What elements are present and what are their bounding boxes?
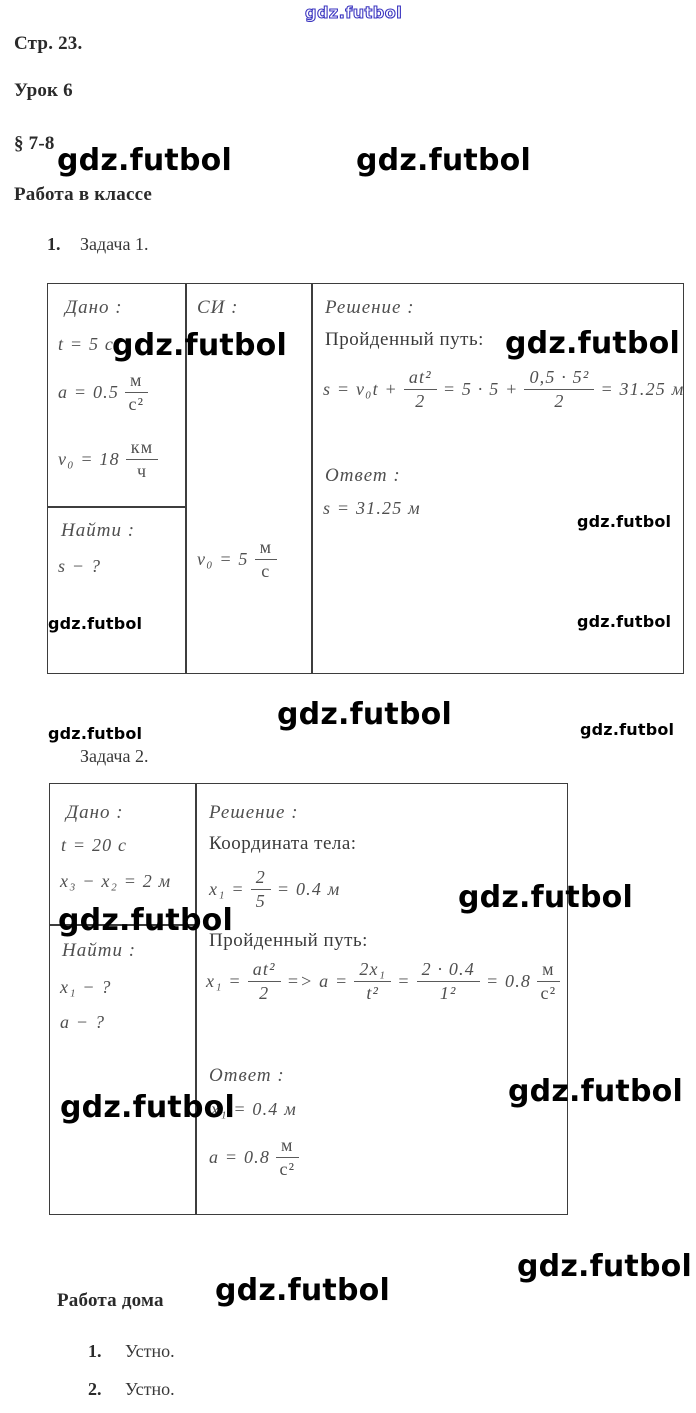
- fraction: [524, 367, 594, 411]
- classwork-heading: Работа в классе: [14, 184, 153, 205]
- numerator: м: [125, 370, 148, 393]
- numerator: at²: [404, 367, 437, 390]
- table2-path-equation: [206, 959, 560, 1003]
- homework-heading: Работа дома: [57, 1290, 164, 1311]
- watermark: gdz.futbol: [356, 143, 531, 178]
- task1-title: Задача 1.: [80, 234, 149, 254]
- eq-text: a − ?: [60, 1012, 106, 1032]
- table1-divider-2: [311, 284, 313, 673]
- eq-part: = 0.8: [485, 970, 532, 991]
- table2-solution-label: Решение :: [209, 802, 299, 823]
- watermark: gdz.futbol: [48, 724, 143, 743]
- eq-part: =: [397, 970, 411, 991]
- watermark-blue: gdz.futbol: [305, 3, 403, 22]
- fraction: [404, 367, 437, 411]
- table1-path-equation: [323, 367, 684, 411]
- table2-given-t: [61, 835, 127, 856]
- fraction: [251, 867, 271, 911]
- denominator: с²: [279, 1158, 296, 1179]
- table2-find-x1: [60, 977, 112, 998]
- watermark: gdz.futbol: [57, 143, 232, 178]
- eq-text: x₁ = 0.4 м: [211, 1099, 297, 1119]
- denominator: с: [261, 560, 271, 581]
- page-number-heading: Стр. 23.: [14, 33, 83, 54]
- fraction: [537, 959, 560, 1003]
- watermark: gdz.futbol: [517, 1249, 692, 1284]
- numerator: м: [255, 537, 278, 560]
- numerator: 0,5 · 5²: [524, 367, 594, 390]
- fraction: [126, 437, 159, 481]
- watermark: gdz.futbol: [215, 1273, 390, 1308]
- table2-answer-a: [209, 1135, 299, 1179]
- eq-lhs: a = 0.5: [58, 381, 120, 402]
- denominator: 1²: [439, 982, 457, 1003]
- numerator: 2: [251, 867, 271, 890]
- table1-find-label: Найти :: [61, 520, 136, 541]
- table2-path-caption: Пройденный путь:: [209, 930, 368, 951]
- table1-answer-label: Ответ :: [325, 465, 401, 486]
- watermark: gdz.futbol: [58, 903, 233, 938]
- table2-answer-label: Ответ :: [209, 1065, 285, 1086]
- table1-given-find-divider: [48, 506, 185, 508]
- watermark: gdz.futbol: [112, 328, 287, 363]
- denominator: 2: [554, 390, 565, 411]
- eq-part: x₁ =: [209, 878, 245, 899]
- eq-text: s = 31.25 м: [323, 498, 421, 518]
- task2-title: Задача 2.: [80, 746, 149, 766]
- numerator: 2 · 0.4: [417, 959, 480, 982]
- eq-part: x₁ =: [206, 970, 242, 991]
- task1-number: 1.: [47, 234, 61, 254]
- watermark: gdz.futbol: [577, 612, 672, 631]
- watermark: gdz.futbol: [505, 326, 680, 361]
- denominator: 2: [415, 390, 426, 411]
- eq-part: = 0.4 м: [276, 878, 341, 899]
- eq-part: s = v₀t +: [323, 378, 398, 399]
- numerator: at²: [248, 959, 281, 982]
- table1-solution-caption: Пройденный путь:: [325, 329, 484, 350]
- watermark: gdz.futbol: [48, 614, 143, 633]
- eq-part: = 31.25 м: [600, 378, 685, 399]
- watermark: gdz.futbol: [508, 1074, 683, 1109]
- denominator: t²: [366, 982, 380, 1003]
- fraction: [276, 1135, 299, 1179]
- denominator: 5: [255, 890, 266, 911]
- table1-answer-s: [323, 498, 421, 519]
- watermark: gdz.futbol: [458, 880, 633, 915]
- denominator: ч: [136, 460, 148, 481]
- table2-given-x: [60, 871, 171, 892]
- homework-item-2-number: 2.: [88, 1379, 102, 1399]
- eq-text: s − ?: [58, 556, 102, 576]
- table2-coord-caption: Координата тела:: [209, 833, 357, 854]
- watermark: gdz.futbol: [60, 1090, 235, 1125]
- table2-find-a: [60, 1012, 105, 1033]
- homework-item-1-text: Устно.: [125, 1341, 175, 1361]
- numerator: м: [537, 959, 560, 982]
- lesson-heading: Урок 6: [14, 80, 73, 101]
- denominator: с²: [128, 393, 145, 414]
- denominator: 2: [259, 982, 270, 1003]
- eq-part: = 5 · 5 +: [442, 378, 519, 399]
- watermark: gdz.futbol: [580, 720, 675, 739]
- table2-given-label: Дано :: [66, 802, 124, 823]
- eq-lhs: a = 0.8: [209, 1146, 271, 1167]
- paragraph-heading: § 7-8: [14, 133, 55, 154]
- eq-part: => a =: [286, 970, 349, 991]
- table1-given-t: [58, 334, 114, 355]
- eq-text: x₁ − ?: [60, 977, 112, 997]
- table1-find-s: [58, 556, 101, 577]
- table1-given-label: Дано :: [65, 297, 123, 318]
- eq-lhs: v₀ = 5: [197, 548, 249, 569]
- numerator: м: [276, 1135, 299, 1158]
- homework-item-2-text: Устно.: [125, 1379, 175, 1399]
- table2-divider: [195, 784, 197, 1214]
- table1-si-label: СИ :: [197, 297, 239, 318]
- homework-item-1-number: 1.: [88, 1341, 102, 1361]
- eq-lhs: v₀ = 18: [58, 448, 120, 469]
- fraction: [248, 959, 281, 1003]
- eq-text: t = 20 с: [61, 835, 128, 855]
- table2-find-label: Найти :: [62, 940, 137, 961]
- fraction: [255, 537, 278, 581]
- numerator: 2x₁: [354, 959, 391, 982]
- table1-si-v0: [197, 537, 277, 581]
- fraction: [354, 959, 391, 1003]
- watermark: gdz.futbol: [577, 512, 672, 531]
- watermark: gdz.futbol: [277, 697, 452, 732]
- eq-text: t = 5 с: [58, 334, 115, 354]
- denominator: с²: [540, 982, 557, 1003]
- table1-given-v0: [58, 437, 158, 481]
- table1-given-a: [58, 370, 148, 414]
- fraction: [125, 370, 148, 414]
- task2-solution-table: [49, 783, 568, 1215]
- numerator: км: [126, 437, 159, 460]
- table1-solution-label: Решение :: [325, 297, 415, 318]
- eq-text: x₃ − x₂ = 2 м: [60, 871, 172, 891]
- fraction: [417, 959, 480, 1003]
